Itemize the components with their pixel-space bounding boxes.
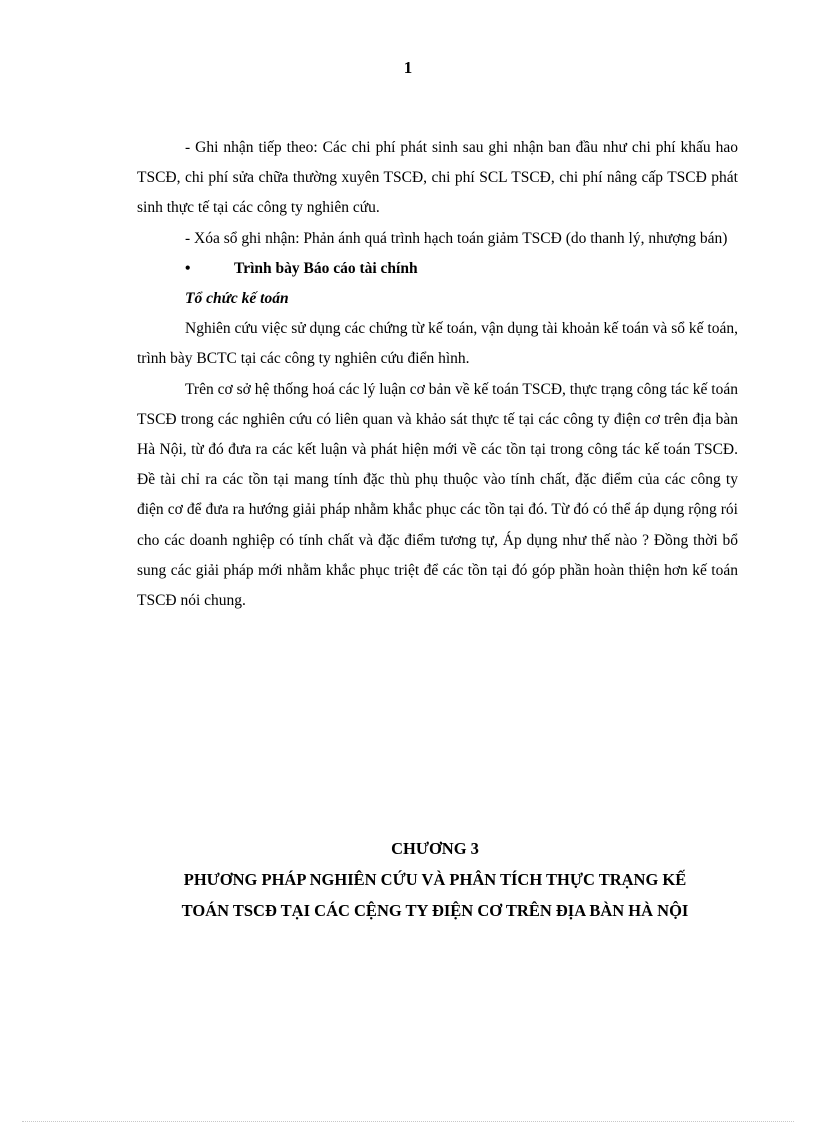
chapter-title-line-1: PHƯƠNG PHÁP NGHIÊN CỨU VÀ PHÂN TÍCH THỰC TRẠNG KẾ bbox=[183, 870, 687, 889]
paragraph-nghien-cuu: Nghiên cứu việc sử dụng các chứng từ kế toán, vận dụng tài khoản kế toán và sổ kế toán, trình bày BCTC tại các công ty nghiên cứu điển hình. bbox=[137, 320, 738, 368]
chapter-title-line-2: TOÁN TSCĐ TẠI CÁC CỆNG TY ĐIỆN CƠ TRÊN ĐỊA BÀN HÀ NỘI bbox=[181, 901, 689, 920]
chapter-heading bbox=[120, 833, 750, 926]
chapter-number: CHƯƠNG 3 bbox=[391, 839, 479, 858]
paragraph-ghi-nhan-tiep-theo: - Ghi nhận tiếp theo: Các chi phí phát sinh sau ghi nhận ban đầu như chi phí khấu hao TSCĐ, chi phí sửa chữa thường xuyên TSCĐ, chi phí SCL TSCĐ, chi phí nâng cấp TSCĐ phát sinh thực tế tại các công ty nghiên cứu. bbox=[137, 139, 738, 217]
bullet-icon: • bbox=[185, 259, 191, 277]
paragraph-tren-co-so: Trên cơ sở hệ thống hoá các lý luận cơ bản về kế toán TSCĐ, thực trạng công tác kế toán TSCĐ trong các nghiên cứu có liên quan và khảo sát thực tế tại các công ty điện cơ trên địa bàn Hà Nội, từ đó đưa ra các kết luận và phát hiện mới về các tồn tại trong công tác kế toán TSCĐ. Đề tài chỉ ra các tồn tại mang tính đặc thù phụ thuộc vào tính chất, đặc điểm của các công ty điện cơ để đưa ra hướng giải pháp nhằm khắc phục các tồn tại đó. Từ đó có thể áp dụng rộng rói cho các doanh nghiệp có tính chất và đặc điểm tương tự, Áp dụng như thế nào ? Đồng thời bổ sung các giải pháp mới nhằm khắc phục triệt để các tồn tại đó góp phần hoàn thiện hơn kế toán TSCĐ nói chung. bbox=[137, 380, 738, 610]
paragraph-xoa-so-ghi-nhan: - Xóa sổ ghi nhận: Phản ánh quá trình hạch toán giảm TSCĐ (do thanh lý, nhượng bán) bbox=[185, 229, 728, 247]
bullet-text: Trình bày Báo cáo tài chính bbox=[234, 259, 418, 277]
page-number: 1 bbox=[403, 58, 413, 77]
document-body bbox=[137, 133, 738, 616]
page-bottom-divider bbox=[22, 1121, 794, 1122]
bullet-item bbox=[137, 254, 738, 284]
subheading: Tổ chức kế toán bbox=[185, 290, 289, 308]
